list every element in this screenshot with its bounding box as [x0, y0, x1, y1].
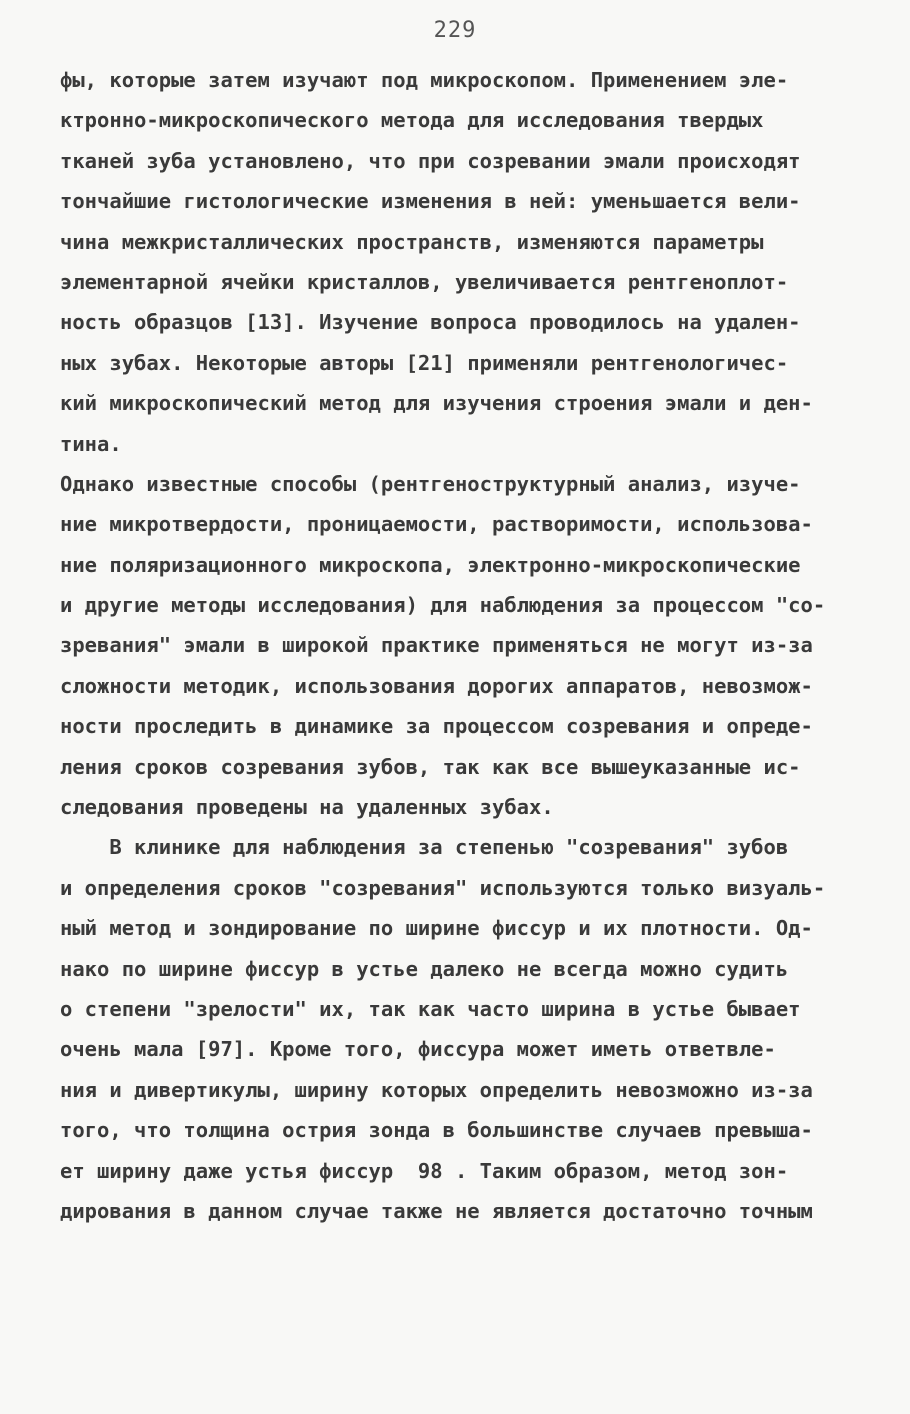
text-line: тина. — [60, 431, 122, 456]
text-line: Однако известные способы (рентгеноструктурный анализ, изуче- — [60, 471, 801, 496]
text-line: кий микроскопический метод для изучения строения эмали и ден- — [60, 391, 813, 416]
text-line: того, что толщина острия зонда в большинстве случаев превыша- — [60, 1118, 813, 1143]
text-line: ние микротвердости, проницаемости, растворимости, использова- — [60, 512, 813, 537]
text-line: ктронно-микроскопического метода для исследования твердых — [60, 108, 764, 133]
text-line: и определения сроков "созревания" используются только визуаль- — [60, 875, 826, 900]
text-line: о степени "зрелости" их, так как часто ширина в устье бывает — [60, 996, 801, 1021]
text-line: зревания" эмали в широкой практике применяться не могут из-за — [60, 633, 813, 658]
text-line: тканей зуба установлено, что при созревании эмали происходят — [60, 148, 801, 173]
text-line: В клинике для наблюдения за степенью "созревания" зубов — [60, 835, 789, 860]
text-line: ния и дивертикулы, ширину которых определить невозможно из-за — [60, 1077, 813, 1102]
text-line: ления сроков созревания зубов, так как все вышеуказанные ис- — [60, 754, 801, 779]
text-line: ных зубах. Некоторые авторы [21] применяли рентгенологичес- — [60, 350, 789, 375]
text-line: нако по ширине фиссур в устье далеко не всегда можно судить — [60, 956, 789, 981]
text-line: очень мала [97]. Кроме того, фиссура может иметь ответвле- — [60, 1037, 776, 1062]
page-number: 229 — [433, 18, 477, 43]
text-line: сложности методик, использования дорогих аппаратов, невозмож- — [60, 673, 813, 698]
text-line: фы, которые затем изучают под микроскопом. Применением эле- — [60, 68, 789, 92]
text-line: следования проведены на удаленных зубах. — [60, 795, 554, 820]
text-line: чина межкристаллических пространств, изменяются параметры — [60, 229, 764, 254]
text-line: ный метод и зондирование по ширине фиссур и их плотности. Од- — [60, 916, 813, 941]
text-line: тончайшие гистологические изменения в ней: уменьшается вели- — [60, 189, 801, 214]
text-line: дирования в данном случае также не является достаточно точным — [60, 1198, 813, 1223]
text-line: элементарной ячейки кристаллов, увеличивается рентгеноплот- — [60, 269, 789, 294]
text-line: и другие методы исследования) для наблюдения за процессом "со- — [60, 593, 826, 618]
text-line: ность образцов [13]. Изучение вопроса проводилось на удален- — [60, 310, 801, 335]
text-line: ности проследить в динамике за процессом созревания и опреде- — [60, 714, 813, 739]
text-line: ние поляризационного микроскопа, электронно-микроскопические — [60, 552, 801, 577]
text-line: ет ширину даже устья фиссур 98 . Таким образом, метод зон- — [60, 1158, 789, 1183]
body-text — [60, 60, 860, 1231]
